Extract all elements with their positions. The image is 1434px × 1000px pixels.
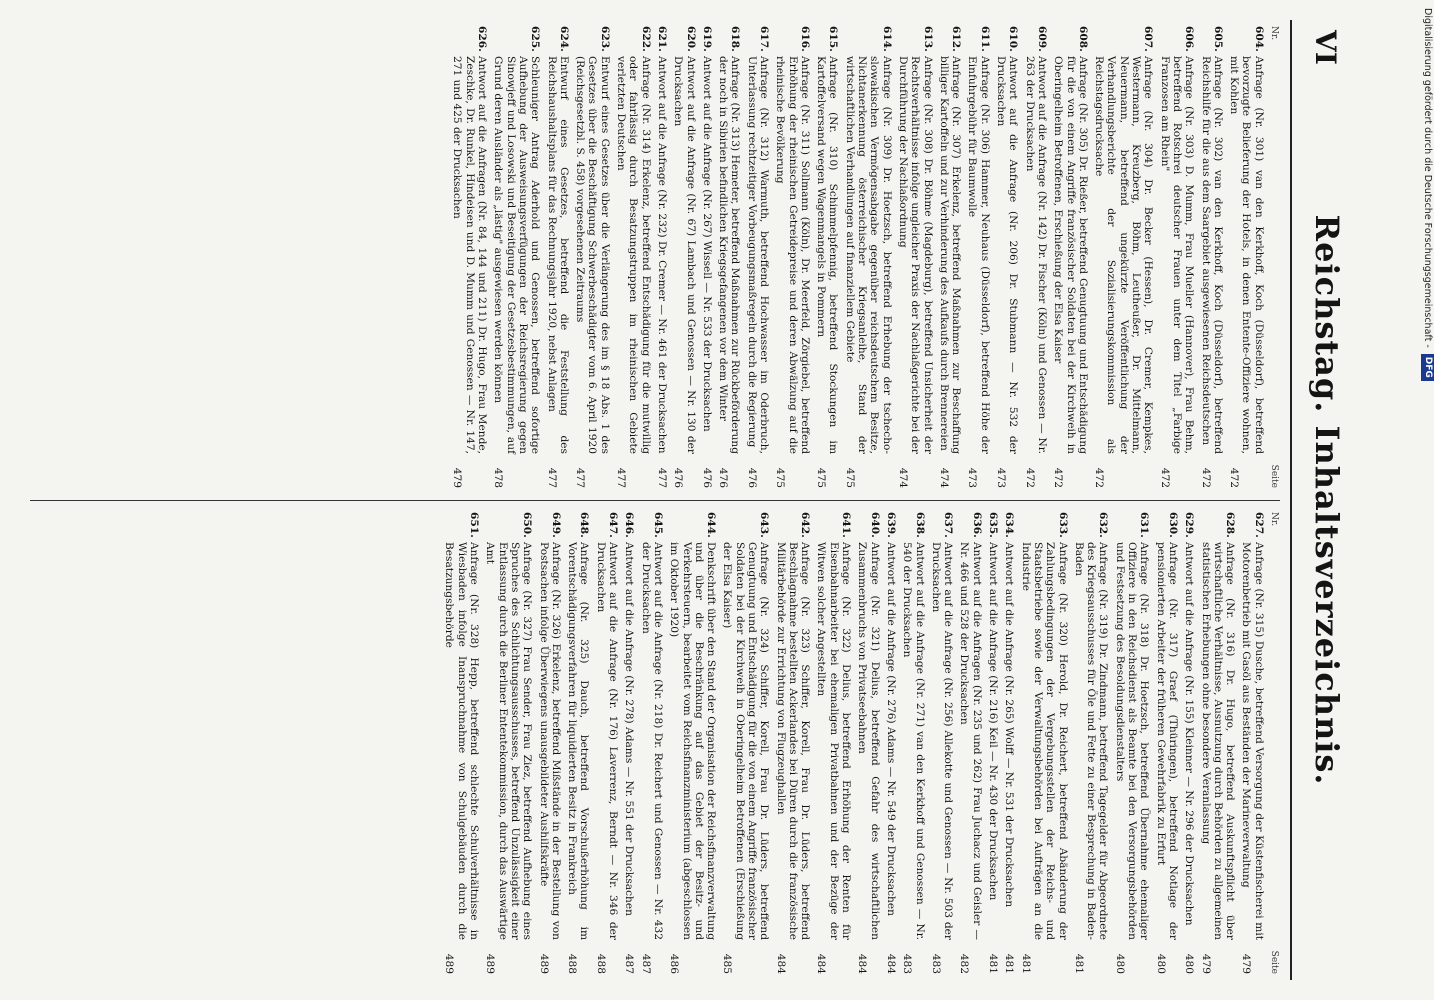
toc-entry [721, 512, 770, 974]
entry-number: 615. [827, 26, 840, 52]
entry-number: 607. [1142, 26, 1155, 52]
entry-page: 476 [717, 467, 730, 488]
entry-list [451, 26, 1265, 488]
column-header [1268, 512, 1280, 974]
entry-number: 638. [913, 512, 926, 538]
entry-number: 651. [468, 512, 481, 538]
entry-number: 648. [578, 512, 591, 538]
toc-entry [930, 512, 955, 974]
entry-number: 620. [684, 26, 697, 52]
entry-text: Anfrage (Nr. 328) Hepp, betreffend schlechte Schulverhältnisse in Wiesbaden infolge Inanspruchnahme von Schulgebäuden durch die Besatzungsbehörde [443, 542, 481, 940]
entry-text: Antwort auf die Anfrage (Nr. 256) Allekotte und Genossen — Nr. 503 der Drucksachen [929, 542, 955, 940]
nr-header: Nr. [1269, 512, 1279, 527]
toc-entry [656, 26, 668, 488]
entry-number: 632. [1097, 512, 1110, 538]
entry-text: Anfrage (Nr. 324) Schiffer, Korell, Frau Dr. Lüders, betreffend Genugtuung und Entschädigung für die von einem Angriffe französischer Soldaten bei der Kirchweih in Oberingelheim Betroffenen (Erschießung der Elsa Kaiser) [721, 542, 771, 940]
entry-page: 484 [815, 953, 828, 974]
entry-text: Antwort auf die Anfrage (Nr. 142) Dr. Fischer (Köln) und Genossen — Nr. 263 der Drucksachen [1023, 56, 1048, 454]
toc-entry [545, 26, 570, 488]
entry-text: Anfrage (Nr. 318) Dr. Hoetzsch, betreffend Übernahme ehemaliger Offiziere in den Reichsdienst als Beamte bei den Versorgungsbehörden und Festsetzung des Besoldungsdienstalters [1113, 542, 1151, 940]
entry-text: Antwort auf die Anfrage (Nr. 232) Dr. Cremer — Nr. 461 der Drucksachen [655, 56, 668, 454]
toc-entry [615, 26, 652, 488]
toc-entry [1023, 26, 1048, 488]
entry-number: 644. [705, 512, 718, 538]
entry-number: 629. [1183, 512, 1196, 538]
toc-entry [995, 26, 1020, 488]
entry-text: Antwort auf die Anfragen (Nr. 84, 144 und 211) Dr. Hugo, Frau Mende, Zeschke, Dr. Runkel, Hindeisen und D. Mumm und Genossen — Nr. 147, 271 und 425 der Drucksachen [451, 56, 489, 454]
entry-number: 643. [758, 512, 771, 538]
entry-page: 473 [995, 467, 1008, 488]
entry-page: 472 [1093, 467, 1106, 488]
toc-entry [815, 26, 840, 488]
entry-number: 641. [840, 512, 853, 538]
entry-page: 474 [896, 467, 909, 488]
entry-text: Antwort auf die Anfrage (Nr. 155) Kleinner — Nr. 296 der Drucksachen [1183, 542, 1196, 926]
entry-page: 481 [1019, 953, 1032, 974]
toc-entry [1093, 26, 1154, 488]
toc-entry [897, 26, 934, 488]
entry-text: Anfrage (Nr. 317) Graef (Thüringen), betreffend Notlage der pensionierten Arbeiter der früheren Gewehrfabrik zu Erfurt [1154, 542, 1179, 940]
entry-page: 481 [1003, 953, 1016, 974]
toc-entry [774, 512, 811, 974]
entry-number: 647. [607, 512, 620, 538]
entry-page: 472 [1052, 467, 1065, 488]
entry-number: 618. [729, 26, 742, 52]
entry-page: 475 [774, 467, 787, 488]
toc-entry [717, 26, 742, 488]
toc-entry [1052, 26, 1089, 488]
entry-text: Antwort auf die Anfrage (Nr. 218) Dr. Reichert und Genossen — Nr. 432 der Drucksachen [639, 542, 664, 940]
rotated-content [24, 20, 1364, 980]
entry-page: 483 [901, 953, 914, 974]
toc-entry [1154, 512, 1179, 974]
entry-number: 622. [639, 26, 652, 52]
entry-number: 639. [884, 512, 897, 538]
toc-entry [1240, 512, 1265, 974]
seite-header: Seite [1269, 464, 1279, 488]
dfg-logo: DFG [1422, 354, 1434, 381]
entry-number: 637. [942, 512, 955, 538]
entry-number: 612. [950, 26, 963, 52]
toc-entry [492, 26, 541, 488]
entry-text: Anfrage (Nr. 314) Erkelenz, betreffend Entschädigung für die mutwillig oder fahrlässig durch Besatzungstruppen im rheinischen Gebiete verletzten Deutschen [615, 56, 652, 454]
entry-page: 472 [1158, 467, 1171, 488]
entry-list [443, 512, 1265, 974]
toc-entry [566, 512, 591, 974]
entry-page: 480 [1113, 953, 1126, 974]
entry-number: 650. [521, 512, 534, 538]
entry-text: Anfrage (Nr. 320) Herold, Dr. Reichert, betreffend Abänderung der Zahlungsbedingungen der Vergebungsstellen der Reichs- und Staatsbetriebe sowie der Verwaltungsbehörden bei Aufträgen an die Industrie [1019, 542, 1069, 940]
entry-number: 605. [1211, 26, 1224, 52]
toc-entry [958, 512, 983, 974]
entry-page: 479 [1199, 953, 1212, 974]
toc-entry [1073, 512, 1110, 974]
entry-page: 487 [623, 953, 636, 974]
entry-page: 477 [545, 467, 558, 488]
toc-entry [1113, 512, 1150, 974]
entry-text: Anfrage (Nr. 309) Dr. Hoetzsch, betreffend Erhebung der tschecho-slowakischen Vermögensabgabe gegenüber reichsdeutschem Besitze, Nichtanerkennung österreichischer Kriegsanleihe, Stand der wirtschaftlichen Verhandlungen auf finanziellem Gebiete [843, 56, 893, 454]
entry-number: 646. [623, 512, 636, 538]
entry-page: 486 [668, 953, 681, 974]
funding-note [1421, 8, 1434, 992]
entry-number: 611. [978, 26, 991, 52]
toc-entry [856, 512, 881, 974]
entry-page: 480 [1154, 953, 1167, 974]
entry-number: 627. [1252, 512, 1265, 538]
entry-page: 476 [745, 467, 758, 488]
entry-page: 478 [492, 467, 505, 488]
entry-page: 484 [856, 953, 869, 974]
entry-text: Entwurf eines Gesetzes, betreffend die Feststellung des Reichshaushaltsplans für das Rechnungsjahr 1920, nebst Anlagen [545, 56, 570, 454]
entry-text: Anfrage (Nr. 322) Delius, betreffend Erhöhung der Renten für Eisenbahnarbeiter bei ehemaligen Privatbahnen und der Bezüge der Witwen solcher Angestellten [815, 542, 853, 940]
entry-text: Anfrage (Nr. 304) Dr. Becker (Hessen), Dr. Cremer, Kempkes, Westermann, Kreuzberg, Böhm, Leutheußer, Dr. Mittelmann, Neuermann, betreffend ungekürzte Veröffentlichung der Verhandlungsberichte der Sozialisierungskommission als Reichstagsdrucksache [1093, 56, 1155, 454]
entry-number: 633. [1056, 512, 1069, 538]
entry-page: 483 [929, 953, 942, 974]
entry-text: Antwort auf die Anfragen (Nr. 235 und 262) Frau Juchacz und Geisler — Nr. 466 und 528 der Drucksachen [958, 542, 983, 940]
entry-number: 649. [549, 512, 562, 538]
entry-text: Schleuniger Antrag Aderhold und Genossen, betreffend sofortige Aufhebung der Ausweisungsverfügungen der Reichsregierung gegen Sinowjeff und Losowski und Beseitigung der Gesetzesbestimmungen, auf Grund deren Ausländer als „lästig" ausgewiesen werden können [492, 56, 542, 454]
toc-entry [745, 26, 770, 488]
toc-entry [668, 512, 717, 974]
toc-entry [815, 512, 852, 974]
entry-number: 636. [970, 512, 983, 538]
toc-entry [844, 26, 893, 488]
entry-text: Anfrage (Nr. 326) Erkelenz, betreffend Mißstände in der Bestellung von Postsachen infolge Überwiegens unausgebildeter Aushilfskräfte [537, 542, 562, 940]
entry-page: 472 [1023, 467, 1036, 488]
entry-page: 489 [443, 953, 456, 974]
funding-text: Digitalisierung gefördert durch die Deutsche Forschungsgemeinschaft - [1422, 8, 1434, 348]
entry-page: 481 [1072, 953, 1085, 974]
entry-text: Anfrage (Nr. 308) Dr. Böhme (Magdeburg), betreffend Unsicherheit der Rechtsverhältnisse infolge ungleicher Praxis der Nachlaßgerichte bei der Durchführung der Nachlaßordnung [896, 56, 934, 454]
toc-entry [1019, 512, 1068, 974]
entry-page: 488 [594, 953, 607, 974]
entry-page: 484 [774, 953, 787, 974]
toc-entry [594, 512, 619, 974]
toc-entry [901, 512, 926, 974]
toc-entry [639, 512, 664, 974]
entry-page: 479 [1240, 953, 1253, 974]
entry-number: 609. [1035, 26, 1048, 52]
toc-entry [537, 512, 562, 974]
entry-number: 619. [700, 26, 713, 52]
entry-text: Anfrage (Nr. 303) D. Mumm, Frau Mueller (Hannover), Frau Behm, betreffend Rotschrei deutscher Frauen unter dem Titel „Farbige Franzosen am Rhein" [1158, 56, 1196, 454]
page-title: Reichstag. Inhaltsverzeichnis. [1308, 214, 1346, 786]
entry-page: 476 [672, 467, 685, 488]
entry-number: 635. [987, 512, 1000, 538]
toc-entry [672, 26, 697, 488]
toc-entry [987, 512, 999, 974]
entry-text: Anfrage (Nr. 301) van den Kerkhoff, Koch (Düsseldorf), betreffend bevorzugte Belieferung der Hotels, in denen Entente-Offiziere wohnen, mit Kohlen [1228, 56, 1265, 454]
entry-page: 487 [639, 953, 652, 974]
column-header [1268, 26, 1280, 488]
entry-page: 489 [484, 953, 497, 974]
entry-text: Anfrage (Nr. 306) Hammer, Neuhaus (Düsseldorf), betreffend Höhe der Einfuhrgebühr für Baumwolle [966, 56, 991, 454]
entry-page: 479 [451, 467, 464, 488]
entry-page: 488 [566, 953, 579, 974]
entry-number: 634. [1003, 512, 1016, 538]
toc-entry [1228, 26, 1265, 488]
entry-number: 621. [655, 26, 668, 52]
entry-number: 625. [529, 26, 542, 52]
entry-text: Anfrage (Nr. 316) Dr. Hugo, betreffend Auskunftspflicht über wirtschaftliche Verhältnisse, Ausnutzung durch Behörden zu allgemeinen statistischen Erhebungen ohne besondere Veranlassung [1199, 542, 1237, 940]
entry-text: Anfrage (Nr. 302) van den Kerkhoff, Koch (Düsseldorf), betreffend Reichshilfe für die aus dem Saargebiet ausgewiesenen Reichsdeutschen [1199, 56, 1224, 454]
entry-page: 480 [1183, 953, 1196, 974]
entry-number: 617. [758, 26, 771, 52]
entry-number: 624. [557, 26, 570, 52]
toc-entry [451, 26, 488, 488]
toc-entry [774, 26, 811, 488]
entry-page: 482 [958, 953, 971, 974]
toc-entry [701, 26, 713, 488]
entry-page: 476 [700, 467, 713, 488]
page-number: VI [1309, 30, 1342, 65]
toc-entry [484, 512, 533, 974]
entry-text: Anfrage (Nr. 305) Dr. Rießer, betreffend Genugtuung und Entschädigung für die von einem Angriffe französischer Soldaten bei der Kirchweih in Oberingelheim Betroffenen, Erschießung der Elsa Kaiser [1052, 56, 1089, 454]
entry-page: 485 [721, 953, 734, 974]
toc-entry [1158, 26, 1195, 488]
entry-page: 472 [1199, 467, 1212, 488]
entry-text: Entwurf eines Gesetzes über die Verlängerung des im § 18 Abs. 1 des Gesetzes über die Beschäftigung Schwerbeschädigter vom 6. April 1920 (Reichsgesetzbl. S. 458) vorgesehenen Zeitraums [574, 56, 611, 454]
entry-text: Denkschrift über den Stand der Organisation der Reichsfinanzverwaltung und über die Beschränkung auf das Gebiet der Besitz- und Verkehrsteuern, bearbeitet vom Reichsfinanzministerium (abgeschlossen im Oktober 1920) [668, 542, 718, 940]
toc-entry [966, 26, 991, 488]
entry-page: 475 [815, 467, 828, 488]
toc-entry [1183, 512, 1195, 974]
entry-number: 645. [651, 512, 664, 538]
entry-number: 610. [1007, 26, 1020, 52]
left-column [30, 26, 1280, 488]
nr-header: Nr. [1269, 26, 1279, 41]
entry-number: 606. [1183, 26, 1196, 52]
entry-page: 477 [615, 467, 628, 488]
entry-page: 481 [987, 953, 1000, 974]
entry-page: 477 [574, 467, 587, 488]
entry-text: Anfrage (Nr. 312) Warmuth, betreffend Hochwasser im Oderbruch, Unterlassung rechtzeitiger Vorbeugungsmaßregeln durch die Regierung [745, 56, 771, 454]
entry-text: Anfrage (Nr. 307) Erkelenz, betreffend Maßnahmen zur Beschaffung billiger Kartoffeln und zur Verhinderung des Aufkaufs durch Brennereien [937, 56, 963, 454]
toc-entry [1003, 512, 1015, 974]
entry-number: 628. [1224, 512, 1237, 538]
entry-text: Anfrage (Nr. 327) Frau Sender, Frau Ziez, betreffend Aufhebung eines Spruches des Schlichtungsausschusses, betreffend Unzulässigkeit einer Entlassung durch die Berliner Ententekommission, durch das Auswärtige Amt [484, 542, 534, 940]
entry-text: Antwort auf die Anfrage (Nr. 267) Wissell — Nr. 533 der Drucksachen [700, 56, 713, 432]
toc-entry [1199, 26, 1224, 488]
page-header [1290, 20, 1364, 980]
entry-number: 604. [1252, 26, 1265, 52]
entry-text: Anfrage (Nr. 315) Dusche, betreffend Versorgung der Küstenfischerei mit Motorenbetrieb mit Gasöl aus Beständen der Marineverwaltung [1240, 542, 1265, 940]
entry-page: 477 [655, 467, 668, 488]
column-divider [30, 500, 1280, 501]
toc-entry [938, 26, 963, 488]
toc-entry [623, 512, 635, 974]
entry-text: Anfrage (Nr. 313) Hemeter, betreffend Maßnahmen zur Rückbeförderung der noch in Sibirien befindlichen Kriegsgefangenen vor dem Winter [717, 56, 742, 454]
entry-page: 489 [537, 953, 550, 974]
entry-text: Antwort auf die Anfrage (Nr. 176) Laverrenz, Berndt — Nr. 346 der Drucksachen [594, 542, 620, 940]
entry-number: 631. [1138, 512, 1151, 538]
entry-number: 623. [598, 26, 611, 52]
entry-page: 474 [937, 467, 950, 488]
toc-entry [574, 26, 611, 488]
entry-text: Anfrage (Nr. 323) Schiffer, Korell, Frau Dr. Lüders, betreffend Beschlagnahme bestellten Ackerlandes bei Düren durch die französische Militärbehörde zur Errichtung von Flugzeughallen [774, 542, 812, 940]
entry-number: 630. [1166, 512, 1179, 538]
entry-text: Anfrage (Nr. 310) Schimmelpfennig, betreffend Stockungen im Kartoffelversand wegen Wagenmangels in Pommern [815, 56, 840, 454]
right-column [30, 512, 1280, 974]
toc-entry [1199, 512, 1236, 974]
entry-text: Antwort auf die Anfrage (Nr. 271) van den Kerkhoff und Genossen — Nr. 540 der Drucksachen [901, 542, 926, 940]
seite-header: Seite [1269, 950, 1279, 974]
entry-text: Anfrage (Nr. 311) Sollmann (Köln), Dr. Meerfeld, Zörgiebel, betreffend Erhöhung der rheinischen Getreidepreise und deren Abwälzung auf die rheinische Bevölkerung [774, 56, 811, 454]
entry-page: 484 [884, 953, 897, 974]
entry-text: Antwort auf die Anfrage (Nr. 206) Dr. Stubmann — Nr. 532 der Drucksachen [995, 56, 1020, 454]
entry-text: Antwort auf die Anfrage (Nr. 265) Wolff — Nr. 531 der Drucksachen [1003, 542, 1016, 908]
entry-number: 608. [1076, 26, 1089, 52]
entry-page: 472 [1228, 467, 1241, 488]
toc-entry [443, 512, 480, 974]
entry-number: 640. [868, 512, 881, 538]
entry-text: Antwort auf die Anfrage (Nr. 278) Adams — Nr. 551 der Drucksachen [623, 542, 636, 916]
entry-number: 614. [880, 26, 893, 52]
entry-number: 616. [798, 26, 811, 52]
entry-page: 473 [966, 467, 979, 488]
entry-number: 613. [921, 26, 934, 52]
entry-number: 642. [799, 512, 812, 538]
entry-text: Anfrage (Nr. 319) Dr. Zindmann, betreffend Tagegelder für Abgeordnete des Kriegsausschusses für Öle und Fette zu einer Besprechung in Baden-Baden [1072, 542, 1110, 940]
toc-entry [885, 512, 897, 974]
entry-text: Antwort auf die Anfrage (Nr. 216) Keil — Nr. 430 der Drucksachen [987, 542, 1000, 901]
entry-text: Antwort auf die Anfrage (Nr. 67) Lambach und Genossen — Nr. 130 der Drucksachen [672, 56, 697, 454]
entry-text: Anfrage (Nr. 321) Delius, betreffend Gefahr des wirtschaftlichen Zusammenbruchs von Privatseebahnen [856, 542, 881, 940]
entry-page: 475 [843, 467, 856, 488]
entry-number: 626. [476, 26, 489, 52]
entry-text: Antwort auf die Anfrage (Nr. 276) Adams — Nr. 549 der Drucksachen [884, 542, 897, 916]
entry-text: Anfrage (Nr. 325) Dauch, betreffend Vorschußerhöhung im Vorentschädigungsverfahren für liquidierten Besitz in Frankreich [566, 542, 591, 940]
